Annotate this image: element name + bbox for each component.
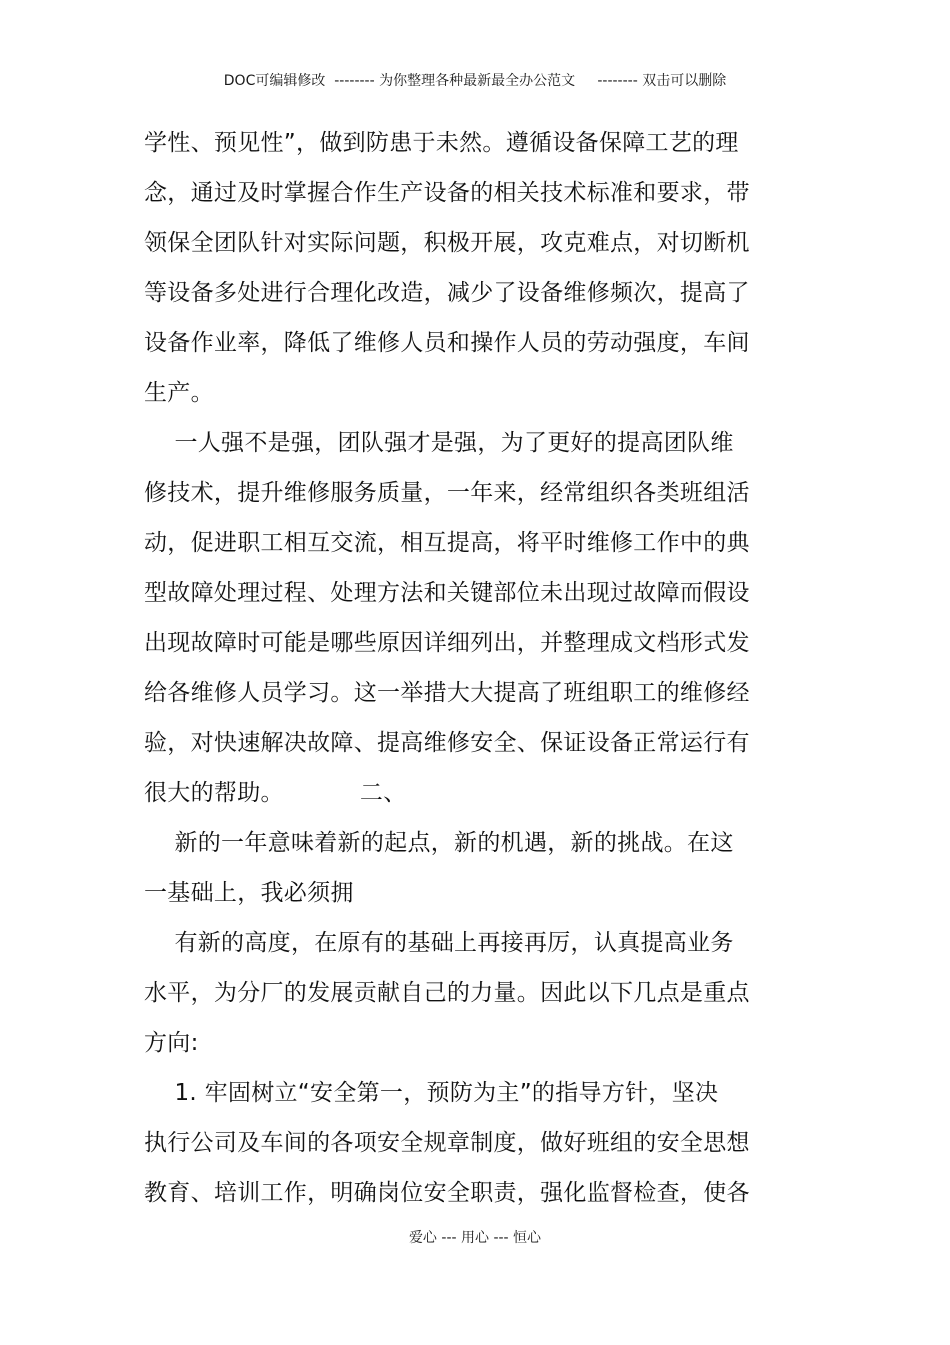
- body-line: 1. 牢固树立“安全第一，预防为主”的指导方针，坚决: [144, 1080, 719, 1106]
- page-header: DOC可编辑修改 -------- 为你整理各种最新最全办公范文 -------- 双击可以删除: [223, 73, 727, 89]
- body-line: 一基础上，我必须拥: [144, 880, 354, 906]
- body-line: 一人强不是强，团队强才是强，为了更好的提高团队维: [144, 430, 734, 456]
- body-line: 有新的高度，在原有的基础上再接再厉，认真提高业务: [144, 930, 734, 956]
- body-line: 新的一年意味着新的起点，新的机遇，新的挑战。在这: [144, 830, 734, 856]
- body-line: 学性、预见性”，做到防患于未然。遵循设备保障工艺的理: [144, 130, 739, 156]
- body-line: 验，对快速解决故障、提高维修安全、保证设备正常运行有: [144, 730, 750, 756]
- body-line: 设备作业率，降低了维修人员和操作人员的劳动强度，车间: [144, 330, 750, 356]
- body-line: 水平，为分厂的发展贡献自己的力量。因此以下几点是重点: [144, 980, 750, 1006]
- body-line: 生产。: [144, 380, 214, 406]
- body-line: 给各维修人员学习。这一举措大大提高了班组职工的维修经: [144, 680, 750, 706]
- body-line: 出现故障时可能是哪些原因详细列出，并整理成文档形式发: [144, 630, 750, 656]
- body-line: 方向:: [144, 1030, 199, 1056]
- body-line: 念，通过及时掌握合作生产设备的相关技术标准和要求，带: [144, 180, 750, 206]
- body-line: 领保全团队针对实际问题，积极开展，攻克难点，对切断机: [144, 230, 750, 256]
- body-line: 教育、培训工作，明确岗位安全职责，强化监督检查，使各: [144, 1180, 750, 1206]
- page-footer: 爱心 --- 用心 --- 恒心: [408, 1230, 542, 1246]
- body-line: 很大的帮助。 二、: [144, 780, 407, 806]
- body-line: 等设备多处进行合理化改造，减少了设备维修频次，提高了: [144, 280, 750, 306]
- body-line: 执行公司及车间的各项安全规章制度，做好班组的安全思想: [144, 1130, 750, 1156]
- body-line: 动，促进职工相互交流，相互提高，将平时维修工作中的典: [144, 530, 750, 556]
- body-line: 修技术，提升维修服务质量，一年来，经常组织各类班组活: [144, 480, 750, 506]
- body-line: 型故障处理过程、处理方法和关键部位未出现过故障而假设: [144, 580, 750, 606]
